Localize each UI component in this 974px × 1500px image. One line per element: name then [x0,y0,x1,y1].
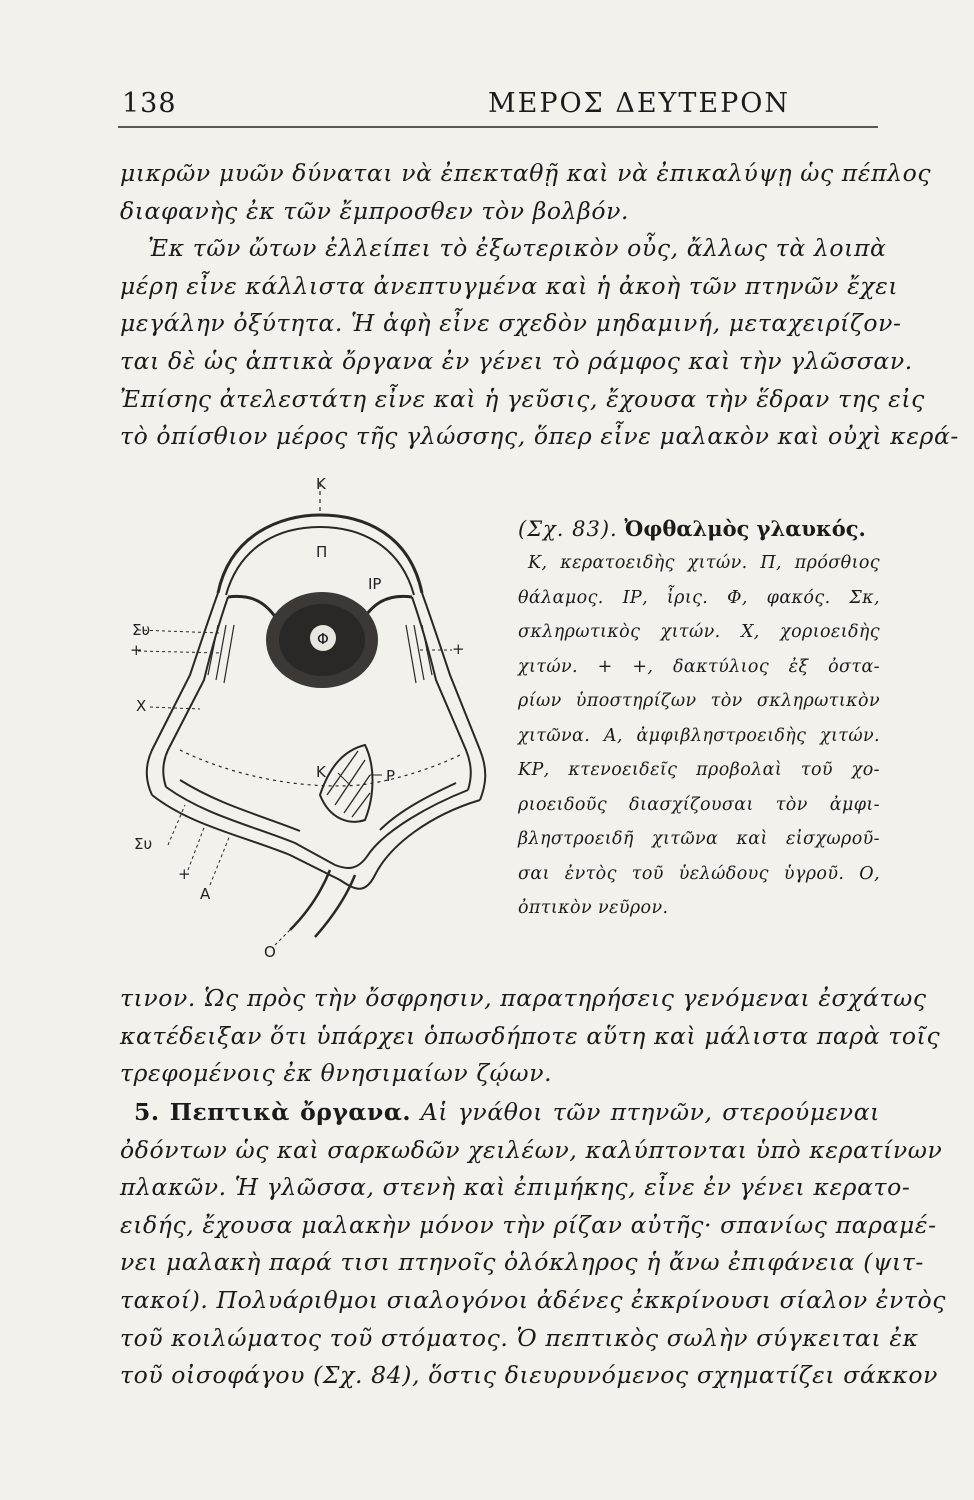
caption-line: σαι ἐντὸς τοῦ ὑελώδους ὑγροῦ. Ο, [518,863,880,884]
eye-figure [130,475,510,965]
figure-caption [518,512,880,926]
digestive-section [120,1094,946,1395]
text-line: τὸ ὀπίσθιον μέρος τῆς γλώσσης, ὅπερ εἶνε μαλακὸν καὶ οὐχὶ κερά- [120,422,959,451]
section-first-line [120,1094,880,1132]
caption-line: ὀπτικὸν νεῦρον. [518,898,669,918]
page-header [118,82,878,126]
text-line: μέρη εἶνε κάλλιστα ἀνεπτυγμένα καὶ ἡ ἀκοὴ τῶν πτηνῶν ἔχει [120,271,899,300]
label-phi: Φ [317,630,329,648]
header-rule [118,126,878,128]
caption-line: σκληρωτικὸς χιτών. Χ, χοριοειδὴς [518,622,880,642]
text-line: διαφανὴς ἐκ τῶν ἔμπροσθεν τὸν βολβόν. [120,196,630,225]
label-pi: Π [316,543,328,561]
text-line: ειδής, ἔχουσα μαλακὴν μόνον τὴν ρίζαν αὐτῆς· σπανίως παραμέ- [120,1210,937,1239]
running-head: ΜΕΡΟΣ ΔΕΥΤΕΡΟΝ [488,88,791,119]
text-line: ὀδόντων ὡς καὶ σαρκωδῶν χειλέων, καλύπτονται ὑπὸ κερατίνων [120,1135,943,1164]
text-line: τοῦ οἰσοφάγου (Σχ. 84), ὅστις διευρυνόμενος σχηματίζει σάκκον [120,1361,938,1390]
top-paragraph [120,155,959,456]
label-o: Ο [264,943,276,961]
label-plus-left: + [130,641,143,659]
label-su-bottom: Συ [134,835,153,853]
section-first-line-text: Αἱ γνάθοι τῶν πτηνῶν, στερούμεναι [420,1098,880,1126]
caption-title-line [518,512,880,546]
label-plus-right: + [452,640,465,658]
label-x: Χ [136,697,147,715]
text-line: νει μαλακὴ παρά τισι πτηνοῖς ὁλόκληρος ἡ ἄνω ἐπιφάνεια (ψιτ- [120,1248,924,1277]
label-p: Ρ [386,767,396,785]
figure-title: Ὀφθαλμὸς γλαυκός. [624,516,866,541]
caption-line: ρίων ὑποστηρίζων τὸν σκληρωτικὸν [518,691,880,711]
caption-line: ριοειδοῦς διασχίζουσαι τὸν ἀμφι- [518,794,880,815]
text-line: μικρῶν μυῶν δύναται νὰ ἐπεκταθῇ καὶ νὰ ἐπικαλύψῃ ὡς πέπλος [120,159,932,187]
section-heading: 5. Πεπτικὰ ὄργανα. [134,1098,412,1126]
label-ir: ΙΡ [368,575,382,593]
label-a: Α [200,885,211,903]
text-line: πλακῶν. Ἡ γλῶσσα, στενὴ καὶ ἐπιμήκης, εἶνε ἐν γένει κερατο- [120,1173,911,1202]
label-su-top: Συ [132,621,151,639]
caption-line: χιτών. + +, δακτύλιος ἐξ ὀστα- [518,656,880,677]
text-line: μεγάλην ὀξύτητα. Ἡ ἁφὴ εἶνε σχεδὸν μηδαμινή, μεταχειρίζον- [120,309,902,338]
text-line: τινον. Ὡς πρὸς τὴν ὄσφρησιν, παρατηρήσεις γενόμεναι ἐσχάτως [120,984,927,1012]
caption-line: ΚΡ, κτενοειδεῖς προβολαὶ τοῦ χο- [518,760,880,780]
caption-line: χιτῶνα. Α, ἀμφιβληστροειδὴς χιτών. [518,725,880,746]
label-plus-bottom: + [178,865,191,883]
text-line: ται δὲ ὡς ἁπτικὰ ὄργανα ἐν γένει τὸ ράμφος καὶ τὴν γλῶσσαν. [120,346,913,375]
caption-line: Κ, κερατοειδὴς χιτών. Π, πρόσθιος [528,553,880,573]
label-k-top: Κ [316,475,326,493]
page-number: 138 [122,88,177,119]
text-line: Ἐπίσης ἀτελεστάτη εἶνε καὶ ἡ γεῦσις, ἔχουσα τὴν ἕδραν της εἰς [120,384,925,413]
text-line: τοῦ κοιλώματος τοῦ στόματος. Ὁ πεπτικὸς σωλὴν σύγκειται ἐκ [120,1323,919,1352]
text-line: Ἐκ τῶν ὤτων ἐλλείπει τὸ ἐξωτερικὸν οὖς, ἄλλως τὰ λοιπὰ [148,234,887,263]
text-line: κατέδειξαν ὅτι ὑπάρχει ὁπωσδήποτε αὕτη καὶ μάλιστα παρὰ τοῖς [120,1021,941,1050]
caption-line: βληστροειδῆ χιτῶνα καὶ εἰσχωροῦ- [518,829,880,849]
text-line: τακοί). Πολυάριθμοι σιαλογόνοι ἀδένες ἐκκρίνουσι σίαλον ἐντὸς [120,1285,946,1314]
figure-number: (Σχ. 83). [518,517,618,541]
text-line: τρεφομένοις ἐκ θνησιμαίων ζῴων. [120,1059,553,1088]
continued-paragraph [120,980,941,1093]
label-k-mid: Κ [316,763,326,781]
caption-line: θάλαμος. ΙΡ, ἶρις. Φ, φακός. Σκ, [518,587,880,608]
